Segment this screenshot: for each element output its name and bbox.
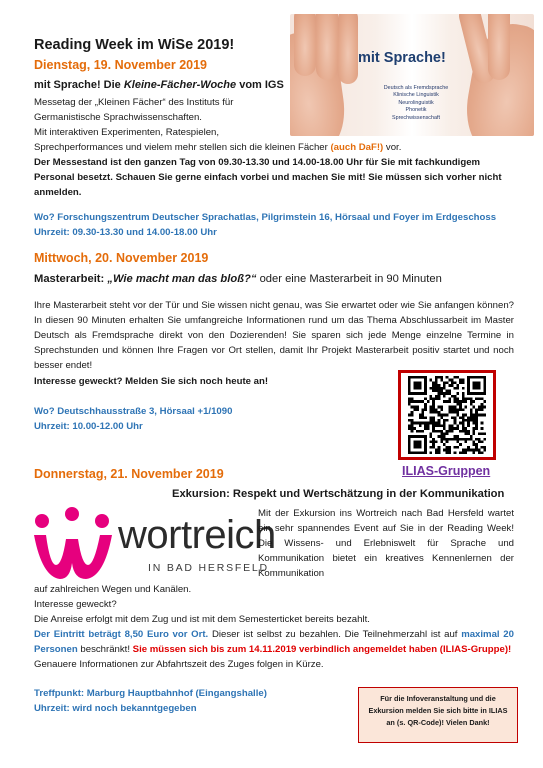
- day1-description: Messetag der „Kleinen Fächer“ des Instituts für Germanistische Sprachwissenschaften. Mit interaktiven Experimenten, Ratespielen,: [34, 97, 234, 138]
- hero-subjects: Deutsch als Fremdsprache Klinische Linguistik Neurolinguistik Phonetik Sprechwissenschaft: [383, 85, 449, 121]
- day1-location: Wo? Forschungszentrum Deutscher Sprachatlas, Pilgrimstein 16, Hörsaal und Foyer im Erdgeschoss: [34, 212, 497, 223]
- day3-time: Uhrzeit: wird noch bekanntgegeben: [34, 703, 197, 714]
- qr-code-image: [404, 376, 490, 454]
- day3-meeting-point: Treffpunkt: Marburg Hauptbahnhof (Eingangshalle): [34, 688, 267, 699]
- day1-time: Uhrzeit: 09.30-13.30 und 14.00-18.00 Uhr: [34, 227, 217, 238]
- day3-heading: Exkursion: Respekt und Wertschätzung in der Kommunikation: [172, 488, 505, 500]
- day1-bold-note: Der Messestand ist den ganzen Tag von 09.30-13.30 und 14.00-18.00 Uhr für Sie mit fachkundigem Personal besetzt. Schauen Sie gerne einfach vorbei und machen Sie mit! Sie müssen sich vorher nicht anmelden.: [34, 157, 502, 198]
- day3-intro: Mit der Exkursion ins Wortreich nach Bad Hersfeld wartet ein sehr spannendes Event auf Sie in der Reading Week! Die Wissens- und Erlebniswelt für Sprache und Kommunikation bietet ein kreatives Kennenlernen der Kommunikation: [258, 508, 514, 579]
- hero-image: [290, 14, 534, 136]
- ilias-groups-link[interactable]: ILIAS-Gruppen: [402, 464, 491, 478]
- day3-travel: Die Anreise erfolgt mit dem Zug und ist mit dem Semesterticket bereits bezahlt.: [34, 614, 370, 625]
- day2-body: Ihre Masterarbeit steht vor der Tür und Sie wissen nicht genau, was Sie erwartet oder wie Sie anfangen können? In diesen 90 Minuten erhalten Sie umfangreiche Informationen rund um das Thema Abschlussarbeit im Master Deutsch als Fremdsprache direkt von den Dozierenden! Sie sparen sich jede Menge einzelne Termine in Sprechstunden und können Ihre Fragen vor Ort stellen, damit Ihr Projekt Masterarbeit positiv startet und noch besser endet!: [34, 300, 514, 371]
- day3-fee: Der Eintritt beträgt 8,50 Euro vor Ort. Dieser ist selbst zu bezahlen. Die Teilnehmerzahl ist auf maximal 20 Personen beschränkt! Sie müssen sich bis zum 14.11.2019 verbindlich angemeldet haben (ILIAS-Gruppe)!: [34, 629, 514, 655]
- day2-date: Mittwoch, 20. November 2019: [34, 251, 209, 265]
- wortreich-logo-mark: [30, 507, 116, 583]
- day3-date: Donnerstag, 21. November 2019: [34, 467, 224, 481]
- page-title: Reading Week im WiSe 2019!: [34, 37, 235, 53]
- registration-info-box: Für die Infoveranstaltung und die Exkursion melden Sie sich bitte in ILIAS an (s. QR-Code)! Vielen Dank!: [358, 687, 518, 743]
- day3-info: Genauere Informationen zur Abfahrtszeit des Zuges folgen in Kürze.: [34, 659, 324, 670]
- day2-heading: Masterarbeit: „Wie macht man das bloß?“ oder eine Masterarbeit in 90 Minuten: [34, 273, 442, 285]
- qr-code[interactable]: [398, 370, 496, 460]
- day3-question: Interesse geweckt?: [34, 599, 117, 610]
- day2-location: Wo? Deutschhausstraße 3, Hörsaal +1/1090: [34, 406, 233, 417]
- day1-description-cont: Sprechperformances und vielem mehr stellen sich die kleinen Fächer (auch DaF!) vor.: [34, 142, 402, 153]
- wortreich-logo-sub: IN BAD HERSFELD: [148, 562, 269, 574]
- day1-date: Dienstag, 19. November 2019: [34, 58, 207, 72]
- day2-bold-note: Interesse geweckt? Melden Sie sich noch heute an!: [34, 376, 269, 387]
- day2-time: Uhrzeit: 10.00-12.00 Uhr: [34, 421, 143, 432]
- hero-slogan: mit Sprache!: [358, 50, 446, 66]
- day1-heading: mit Sprache! Die Kleine-Fächer-Woche vom IGS: [34, 79, 284, 91]
- wortreich-logo-word: wortreich: [118, 513, 276, 557]
- day3-intro-cont: auf zahlreichen Wegen und Kanälen.: [34, 584, 192, 595]
